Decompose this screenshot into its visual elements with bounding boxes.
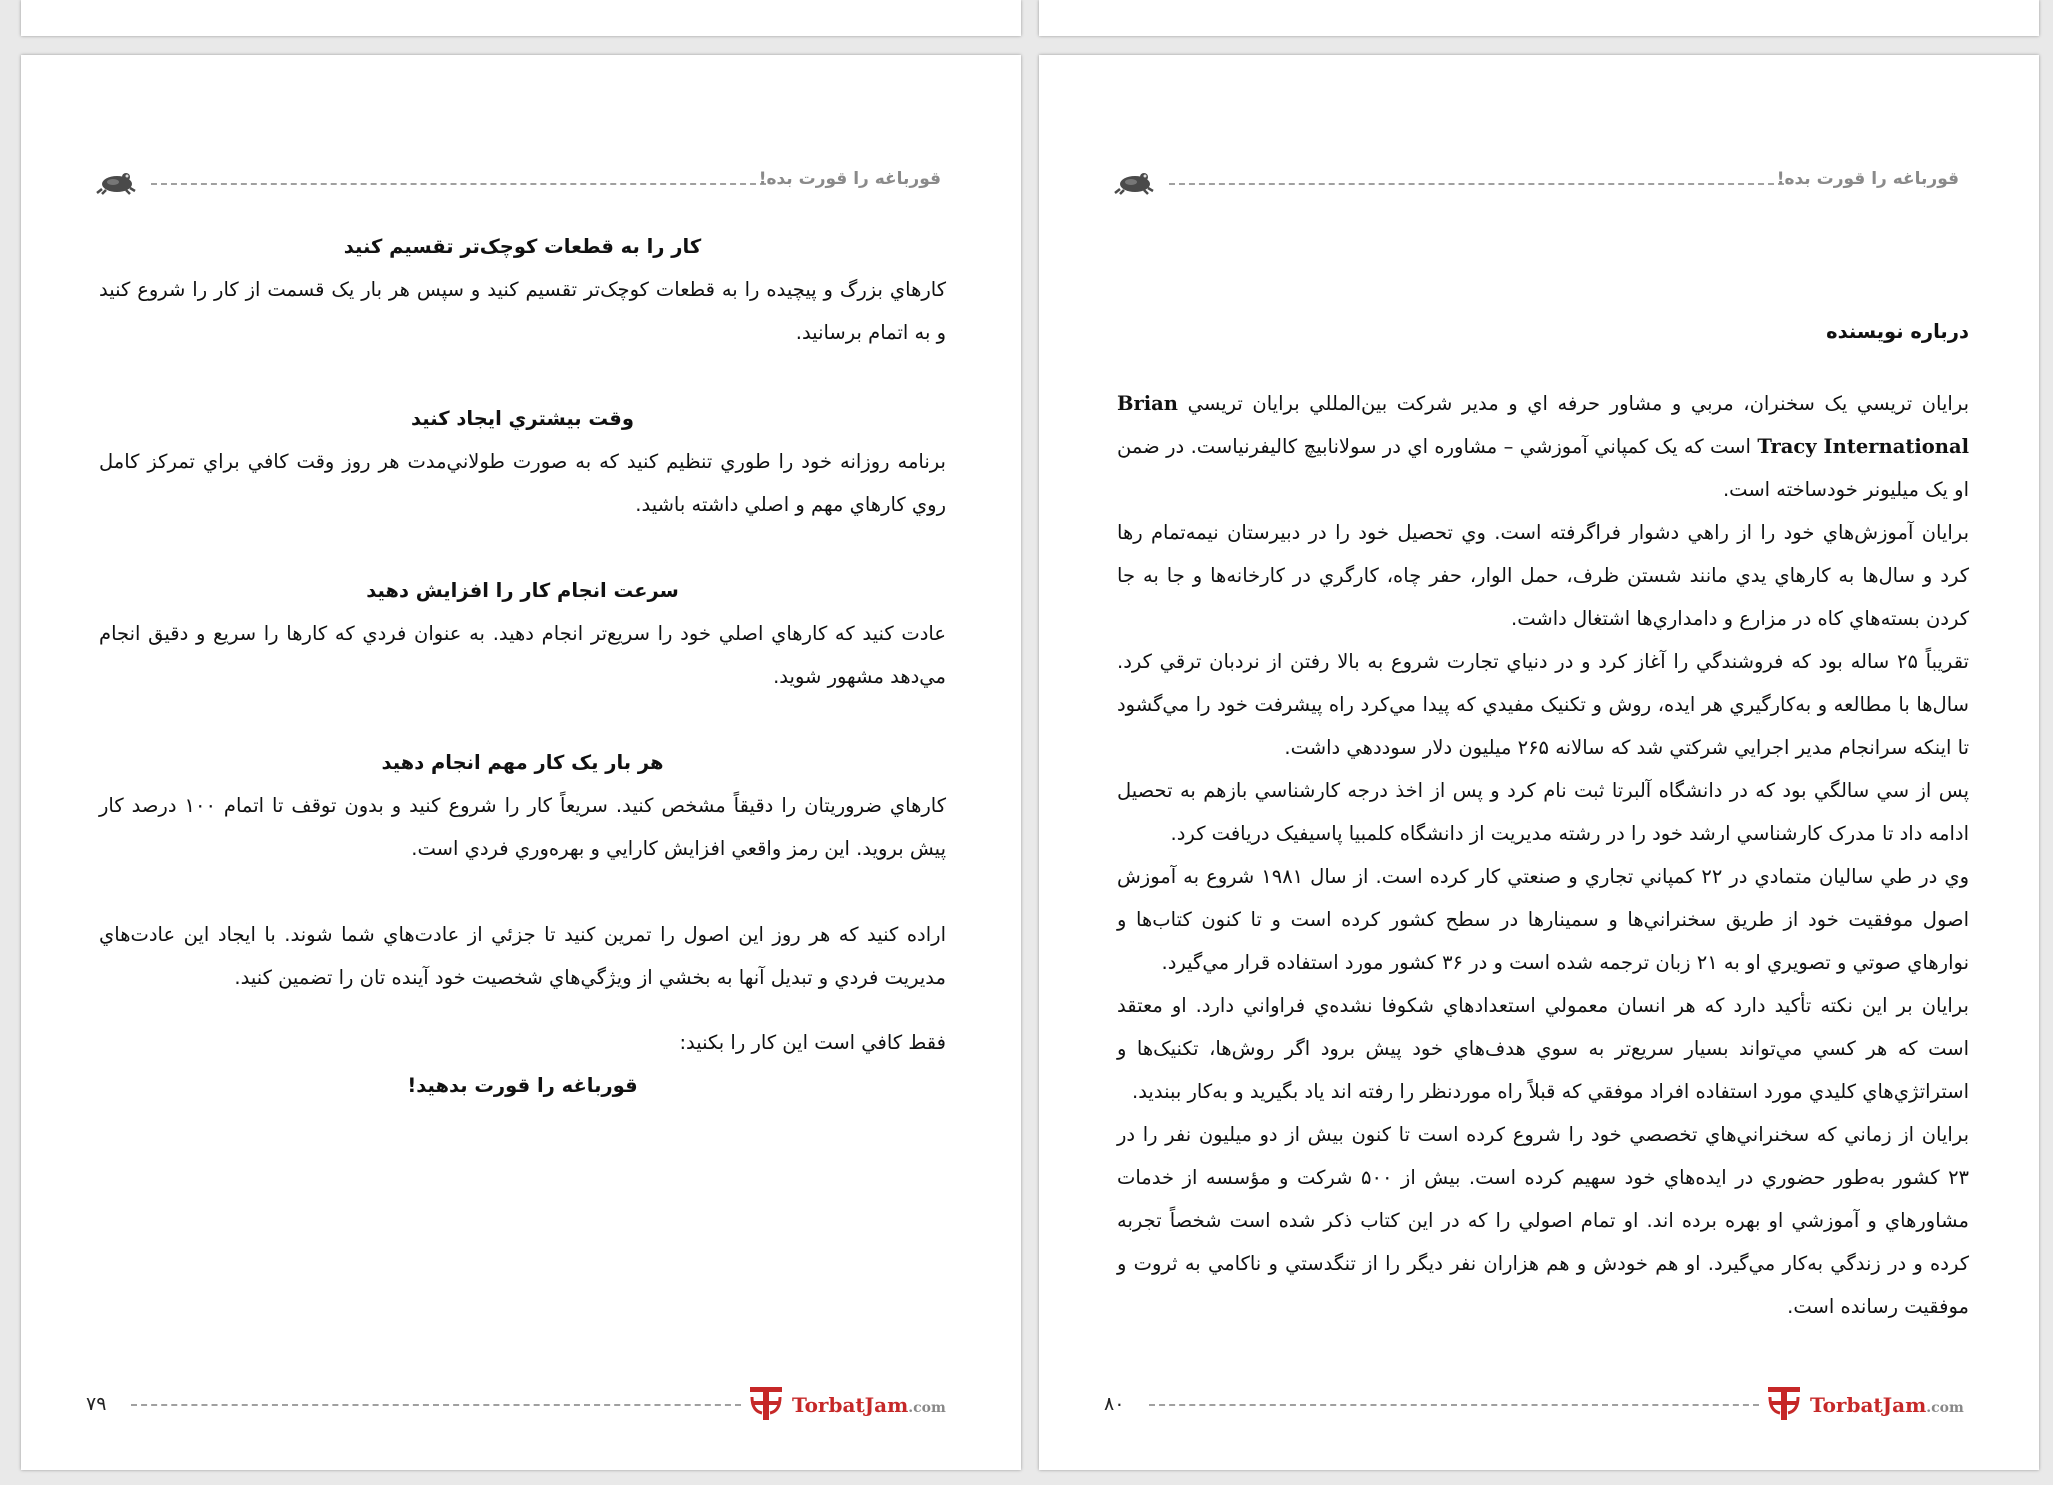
logo-mark-icon [746,1383,786,1423]
logo-mark-icon [1764,1383,1804,1423]
footer-divider [131,1404,741,1406]
section-body: عادت کنيد که کارهاي اصلي خود را سريع‌تر انجام دهيد. به عنوان فردي که کارها را سريع و دقيق انجام مي‌دهد مشهور شويد. [99,622,946,688]
page-number: ۷۹ [86,1393,107,1415]
page-number: ۸۰ [1104,1393,1125,1415]
page-footer [76,1375,946,1445]
page-80 [1039,55,2039,1470]
page-body [1117,310,1969,1328]
bio-text: است که يک کمپاني آموزشي – مشاوره اي در سولانابيچ کاليفرنياست. در ضمن او يک ميليونر خودساخته است. [1117,435,1969,501]
section-heading: كار را به قطعات کوچک‌تر تقسيم کنيد [343,235,702,258]
bio-paragraph: تقريباً ۲۵ ساله بود که فروشندگي را آغاز کرد و در دنياي تجارت شروع به بالا رفتن از نردبان ترقي کرد. سال‌ها با مطالعه و به‌کارگيري هر ايده، روش و تکنيک مفيدي که پيدا مي‌کرد راه پيشرفت خود را مي‌گشود تا اينکه سرانجام مدير اجرايي شرکتي شد که سالانه ۲۶۵ ميليون دلار سوددهي داشت. [1117,650,1969,759]
section-body: کارهاي ضروريتان را دقيقاً مشخص کنيد. سريعاً کار را شروع کنيد و بدون توقف تا اتمام ۱۰۰ درصد کار پيش برويد. اين رمز واقعي افزايش کارايي و بهره‌وري فردي است. [99,794,946,860]
page-body [99,225,946,1107]
final-line: فقط کافي است اين کار را بکنيد: [679,1031,946,1054]
bio-text: برايان تريسي يک سخنران، مربي و مشاور حرفه اي و مدير شرکت بين‌المللي برايان تريسي [1187,392,1970,415]
bio-paragraph [1117,382,1969,511]
torbatjam-logo [746,1383,946,1423]
bio-paragraph: وي در طي ساليان متمادي در ۲۲ کمپاني تجاري و صنعتي کار کرده است. از سال ۱۹۸۱ شروع به آموزش اصول موفقيت خود از طريق سخنراني‌ها و سمينارها در سطح کشور کرده است و تا کنون کتاب‌ها و نوارهاي صوتي و تصويري او به ۲۱ زبان ترجمه شده است و در ۳۶ کشور مورد استفاده قرار مي‌گيرد. [1117,865,1969,974]
closing-paragraph: اراده کنيد که هر روز اين اصول را تمرين کنيد تا جزئي از عادت‌هاي شما شوند. با ايجاد اين عادت‌هاي مديريت فردي و تبديل آنها به بخشي از ويژگي‌هاي شخصيت خود آينده تان را تضمين کنيد. [99,923,946,989]
bio-paragraph: برايان بر اين نکته تأکيد دارد که هر انسان معمولي استعدادهاي شکوفا نشده‌ي فراواني دارد. او معتقد است که هر کسي مي‌تواند بسيار سريع‌تر به سوي هدف‌هاي خود پيش برود اگر روش‌ها، تکنيک‌ها و استراتژي‌هاي کليدي مورد استفاده افراد موفقي که قبلاً راه موردنظر را رفته اند ياد بگيريد و به‌کار ببنديد. [1117,994,1969,1103]
logo-suffix: .com [908,1400,946,1416]
previous-page-right [1039,0,2039,36]
book-title: قورباغه را قورت بده! [1776,169,1959,189]
logo-name: TorbatJam [1810,1393,1927,1417]
frog-icon [1114,169,1154,195]
section-heading: سرعت انجام کار را افزايش دهيد [366,579,679,602]
page-footer [1094,1375,1964,1445]
book-title: قورباغه را قورت بده! [758,169,941,189]
bio-paragraph: برايان از زماني که سخنراني‌هاي تخصصي خود را شروع کرده است تا کنون بيش از دو ميليون نفر را در ۲۳ کشور به‌طور حضوري در ايده‌هاي خود سهيم کرده است. بيش از ۵۰۰ شرکت و مؤسسه از خدمات مشاورهاي و آموزشي او بهره برده اند. او تمام اصولي را که در اين کتاب ذکر شده است شخصاً تجربه کرده و در زندگي به‌کار مي‌گيرد. او هم خودش و هم هزاران نفر ديگر را از تنگدستي و ناکامي به ثروت و موفقيت رسانده است. [1117,1123,1970,1318]
final-heading: قورباغه را قورت بدهيد! [407,1074,638,1097]
torbatjam-logo [1764,1383,1964,1423]
previous-page-left [21,0,1021,36]
section-body: برنامه روزانه خود را طوري تنظيم کنيد که به صورت طولاني‌مدت هر روز وقت کافي براي تمرکز کامل روي کارهاي مهم و اصلي داشته باشيد. [99,450,946,516]
bio-paragraph: برايان آموزش‌هاي خود را از راهي دشوار فراگرفته است. وي تحصيل خود را در دبيرستان نيمه‌تمام رها کرد و سال‌ها به کارهاي يدي مانند شستن ظرف، حمل الوار، حفر چاه، کارگري در کارخانه‌ها و جا به جا کردن بسته‌هاي کاه در مزارع و دامداري‌ها اشتغال داشت. [1117,521,1969,630]
section-heading: وقت بيشتري ايجاد کنيد [411,407,634,430]
logo-name: TorbatJam [792,1393,909,1417]
logo-suffix: .com [1926,1400,1964,1416]
section-heading: درباره نويسنده [1826,320,1969,343]
section-body: کارهاي بزرگ و پيچيده را به قطعات کوچک‌تر تقسيم کنيد و سپس هر بار يک قسمت از کار را شروع کنيد و به اتمام برسانيد. [99,278,946,344]
frog-icon [96,169,136,195]
page-header [1094,167,1959,197]
footer-divider [1149,1404,1759,1406]
company-name: Brian Tracy International [1117,392,1969,458]
header-divider [151,183,766,185]
header-divider [1169,183,1784,185]
page-79 [21,55,1021,1470]
bio-paragraph: پس از سي سالگي بود که در دانشگاه آلبرتا ثبت نام کرد و پس از اخذ درجه کارشناسي بازهم به تحصيل ادامه داد تا مدرک کارشناسي ارشد خود را در رشته مديريت از دانشگاه کلمبيا پاسيفيک دريافت کرد. [1117,779,1969,845]
page-header [76,167,941,197]
section-heading: هر بار يک کار مهم انجام دهيد [381,751,664,774]
